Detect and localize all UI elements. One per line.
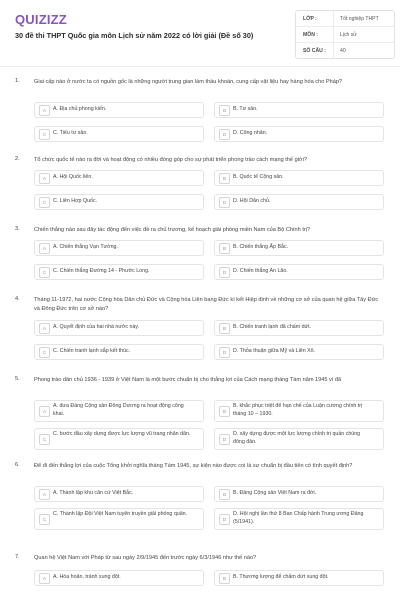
option-text: B. Đảng Cộng sản Việt Nam ra đời. — [233, 490, 317, 496]
option-letter: A — [39, 489, 50, 500]
option-letter: A — [39, 323, 50, 334]
option-letter: D — [219, 129, 230, 140]
question-number: 7. — [15, 554, 20, 560]
option-b[interactable] — [214, 400, 384, 422]
option-text: D. Hội Dân chủ. — [233, 198, 271, 204]
option-text: C. Liên Hợp Quốc. — [53, 198, 98, 204]
question-text: Giai cấp nào ở nước ta có nguồn gốc là những người trung gian làm thầu khoán, cung cấp vật liệu hay hàng hóa cho Pháp? — [34, 79, 343, 85]
worksheet-meta-table — [295, 10, 395, 59]
quizizz-logo[interactable]: QUIZIZZ — [15, 12, 67, 27]
header-divider — [0, 66, 400, 67]
option-letter: A — [39, 573, 50, 584]
option-text: C. Chiến tranh lạnh sắp kết thúc. — [53, 348, 131, 354]
meta-value: Tốt nghiệp THPT — [333, 11, 394, 26]
question-number: 4. — [15, 296, 20, 302]
option-text: A. Hội Quốc liên. — [53, 174, 93, 180]
option-text: D. Hội nghị lần thứ 8 Ban Chấp hành Trung ương Đảng (5/1941). — [233, 511, 364, 525]
option-letter: B — [219, 573, 230, 584]
option-letter: C — [39, 514, 50, 525]
option-letter: D — [219, 514, 230, 525]
question-text: Để đi đến thắng lợi của cuộc Tổng khởi nghĩa tháng Tám 1945, sự kiện nào được coi là sự chuẩn bị đầu tiên có tính quyết định? — [34, 463, 353, 469]
question-text: Tháng 11-1972, hai nước Cộng hòa Dân chủ Đức và Cộng hòa Liên bang Đức kí kết Hiệp định về những cơ sở của quan hệ giữa Tây Đức và Đông Đức trên cơ sở nào? — [34, 297, 379, 312]
option-text: D. xây dựng được một lực lượng chính trị quần chúng đông đảo. — [233, 431, 361, 445]
option-letter: B — [219, 173, 230, 184]
option-c[interactable] — [34, 264, 204, 280]
option-a[interactable] — [34, 170, 204, 186]
meta-value: 40 — [333, 43, 394, 58]
option-a[interactable] — [34, 486, 204, 502]
meta-key: LỚP : — [303, 15, 317, 22]
option-a[interactable] — [34, 320, 204, 336]
option-text: A. Địa chủ phong kiến. — [53, 106, 107, 112]
option-text: A. Chiến thắng Vạn Tường. — [53, 244, 118, 250]
question-number: 5. — [15, 376, 20, 382]
option-c[interactable] — [34, 428, 204, 450]
question-number: 1. — [15, 78, 20, 84]
question-text: Tổ chức quốc tế nào ra đời và hoạt động có nhiều đóng góp cho sự phát triển phong trào cách mạng thế giới? — [34, 157, 307, 163]
option-a[interactable] — [34, 102, 204, 118]
option-letter: C — [39, 129, 50, 140]
option-text: B. Tư sản. — [233, 106, 258, 112]
option-b[interactable] — [214, 102, 384, 118]
worksheet-title: 30 đề thi THPT Quốc gia môn Lịch sử năm 2022 có lời giải (Đề số 30) — [15, 31, 254, 40]
option-d[interactable] — [214, 508, 384, 530]
option-c[interactable] — [34, 508, 204, 530]
question-text: Chiến thắng nào sau đây tác động đến việc đề ra chủ trương, kế hoạch giải phóng miền Nam của Bộ Chính trị? — [34, 227, 311, 233]
option-letter: B — [219, 323, 230, 334]
question-text: Quan hệ Việt Nam với Pháp từ sau ngày 2/9/1945 đến trước ngày 6/3/1946 như thế nào? — [34, 555, 257, 561]
option-text: B. khắc phục triệt để hạn chế của Luận cương chính trị tháng 10 – 1930. — [233, 403, 363, 417]
option-text: A. Hòa hoãn, tránh xung đột. — [53, 574, 121, 580]
option-letter: A — [39, 243, 50, 254]
option-a[interactable] — [34, 240, 204, 256]
option-text: C. bước đầu xây dựng được lực lượng vũ trang nhân dân. — [53, 431, 191, 437]
option-c[interactable] — [34, 126, 204, 142]
option-letter: C — [39, 267, 50, 278]
meta-row-question-count — [296, 43, 394, 58]
option-letter: B — [219, 105, 230, 116]
meta-row-subject — [296, 27, 394, 43]
option-letter: D — [219, 347, 230, 358]
option-d[interactable] — [214, 126, 384, 142]
meta-row-class — [296, 11, 394, 27]
question-number: 2. — [15, 156, 20, 162]
meta-key: MÔN : — [303, 31, 318, 38]
option-text: C. Tiểu tư sản. — [53, 130, 88, 136]
option-a[interactable] — [34, 570, 204, 586]
option-b[interactable] — [214, 240, 384, 256]
option-letter: A — [39, 406, 50, 417]
option-text: A. Quyết định của hai nhà nước này. — [53, 324, 140, 330]
option-text: D. Thỏa thuận giữa Mỹ và Liên Xô. — [233, 348, 316, 354]
option-letter: B — [219, 406, 230, 417]
option-b[interactable] — [214, 320, 384, 336]
question-number: 3. — [15, 226, 20, 232]
option-a[interactable] — [34, 400, 204, 422]
option-text: B. Chiến tranh lạnh đã chấm dứt. — [233, 324, 312, 330]
option-text: B. Quốc tế Cộng sản. — [233, 174, 284, 180]
option-letter: A — [39, 173, 50, 184]
option-d[interactable] — [214, 264, 384, 280]
option-letter: D — [219, 197, 230, 208]
option-letter: C — [39, 434, 50, 445]
option-text: A. đưa Đảng Cộng sản Đông Dương ra hoạt động công khai. — [53, 403, 184, 417]
option-text: D. Công nhân. — [233, 130, 268, 136]
option-letter: D — [219, 267, 230, 278]
option-text: C. Chiến thắng Đường 14 - Phước Long. — [53, 268, 150, 274]
option-b[interactable] — [214, 486, 384, 502]
option-d[interactable] — [214, 344, 384, 360]
option-text: D. Chiến thắng An Lão. — [233, 268, 288, 274]
option-letter: C — [39, 347, 50, 358]
option-letter: A — [39, 105, 50, 116]
question-text: Phong trào dân chủ 1936 - 1939 ở Việt Nam là một bước chuẩn bị cho thắng lợi của Cách mạng tháng Tám năm 1945 vì đã — [34, 377, 342, 383]
worksheet-header — [0, 0, 400, 62]
option-b[interactable] — [214, 570, 384, 586]
option-c[interactable] — [34, 344, 204, 360]
option-d[interactable] — [214, 428, 384, 450]
option-letter: B — [219, 489, 230, 500]
option-b[interactable] — [214, 170, 384, 186]
option-c[interactable] — [34, 194, 204, 210]
option-d[interactable] — [214, 194, 384, 210]
meta-key: SỐ CÂU : — [303, 47, 326, 54]
question-number: 6. — [15, 462, 20, 468]
option-text: A. Thành lập khu căn cứ Việt Bắc. — [53, 490, 134, 496]
option-text: B. Thương lượng để chấm dứt xung đột. — [233, 574, 329, 580]
option-letter: B — [219, 243, 230, 254]
option-letter: C — [39, 197, 50, 208]
meta-value: Lịch sử — [333, 27, 394, 42]
option-text: B. Chiến thắng Ấp Bắc. — [233, 244, 289, 250]
option-letter: D — [219, 434, 230, 445]
option-text: C. Thành lập Đội Việt Nam tuyên truyền giải phóng quân. — [53, 511, 188, 517]
